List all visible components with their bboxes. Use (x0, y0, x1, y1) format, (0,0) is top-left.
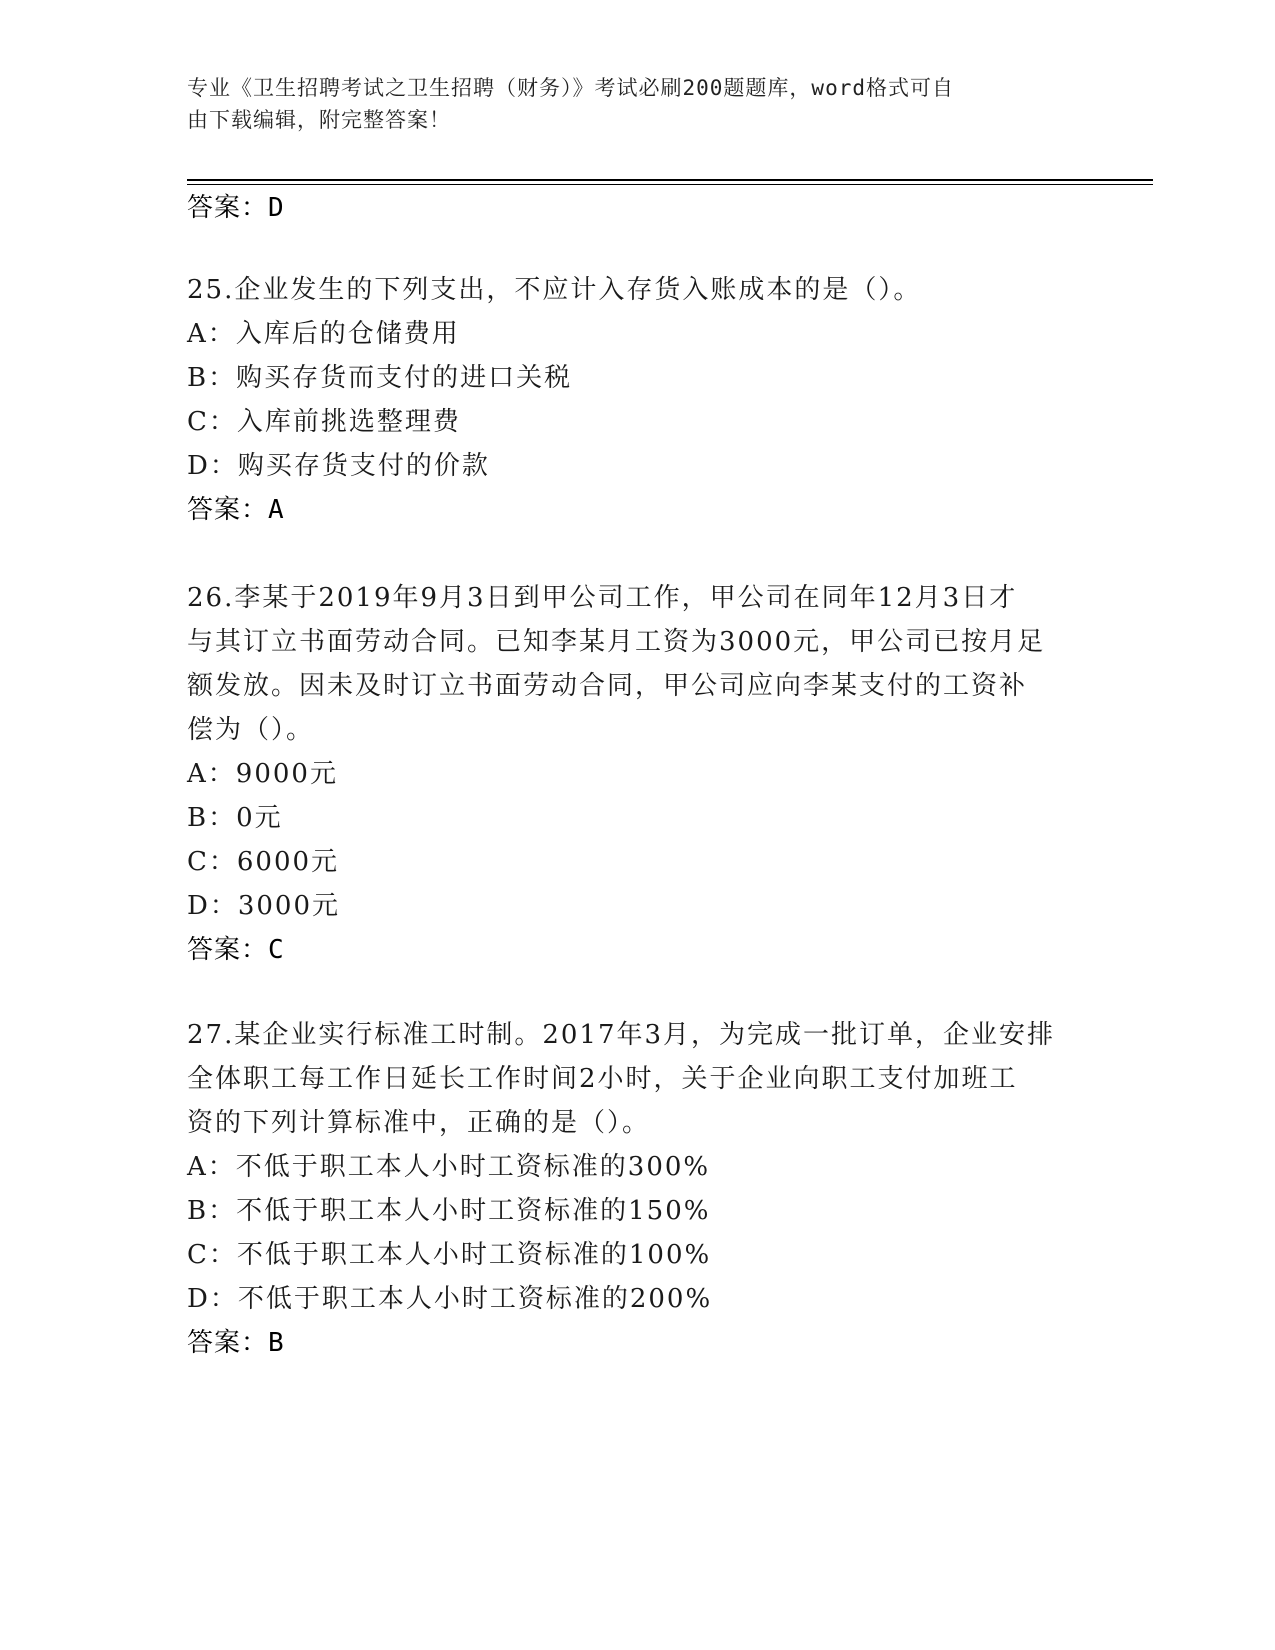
answer-value: C (268, 935, 285, 965)
document-header (187, 72, 1067, 136)
question-26-stem-line-2: 与其订立书面劳动合同。已知李某月工资为3000元，甲公司已按月足 (187, 627, 1046, 657)
answer-label: 答案： (187, 1328, 269, 1358)
question-26-stem-line-4: 偿为（）。 (187, 715, 315, 745)
question-26-answer (187, 932, 285, 968)
question-25-option-b: B：购买存货而支付的进口关税 (187, 363, 573, 393)
question-26-stem-line-1: 26.李某于2019年9月3日到甲公司工作，甲公司在同年12月3日才 (187, 583, 1018, 613)
question-25-stem: 25.企业发生的下列支出，不应计入存货入账成本的是（）。 (187, 275, 922, 305)
answer-label: 答案： (187, 495, 269, 525)
prev-answer (187, 190, 285, 226)
header-line-2: 由下载编辑，附完整答案！ (187, 108, 451, 132)
answer-value: D (268, 193, 285, 223)
question-26-option-a: A：9000元 (187, 759, 338, 789)
header-rule-thick (187, 179, 1153, 181)
question-27-stem-line-2: 全体职工每工作日延长工作时间2小时，关于企业向职工支付加班工 (187, 1064, 1018, 1094)
question-27-stem-line-3: 资的下列计算标准中，正确的是（）。 (187, 1108, 651, 1138)
answer-label: 答案： (187, 935, 269, 965)
question-25-option-d: D：购买存货支付的价款 (187, 451, 490, 481)
question-27-option-c: C：不低于职工本人小时工资标准的100% (187, 1240, 712, 1270)
question-27-answer (187, 1325, 285, 1361)
answer-label: 答案： (187, 193, 269, 223)
header-rule-thin (187, 184, 1153, 185)
question-27-stem-line-1: 27.某企业实行标准工时制。2017年3月，为完成一批订单，企业安排 (187, 1020, 1056, 1050)
header-line-1: 专业《卫生招聘考试之卫生招聘（财务）》考试必刷200题题库，word格式可自 (187, 76, 954, 100)
question-27-option-a: A：不低于职工本人小时工资标准的300% (187, 1152, 711, 1182)
question-27-option-b: B：不低于职工本人小时工资标准的150% (187, 1196, 711, 1226)
question-26-option-b: B：0元 (187, 803, 283, 833)
question-26-stem-line-3: 额发放。因未及时订立书面劳动合同，甲公司应向李某支付的工资补 (187, 671, 1028, 701)
question-25-option-a: A：入库后的仓储费用 (187, 319, 460, 349)
answer-value: A (268, 495, 285, 525)
question-25-option-c: C：入库前挑选整理费 (187, 407, 461, 437)
question-25-answer (187, 492, 285, 528)
question-26-option-c: C：6000元 (187, 847, 340, 877)
question-27-option-d: D：不低于职工本人小时工资标准的200% (187, 1284, 713, 1314)
question-26-option-d: D：3000元 (187, 891, 341, 921)
answer-value: B (268, 1328, 285, 1358)
